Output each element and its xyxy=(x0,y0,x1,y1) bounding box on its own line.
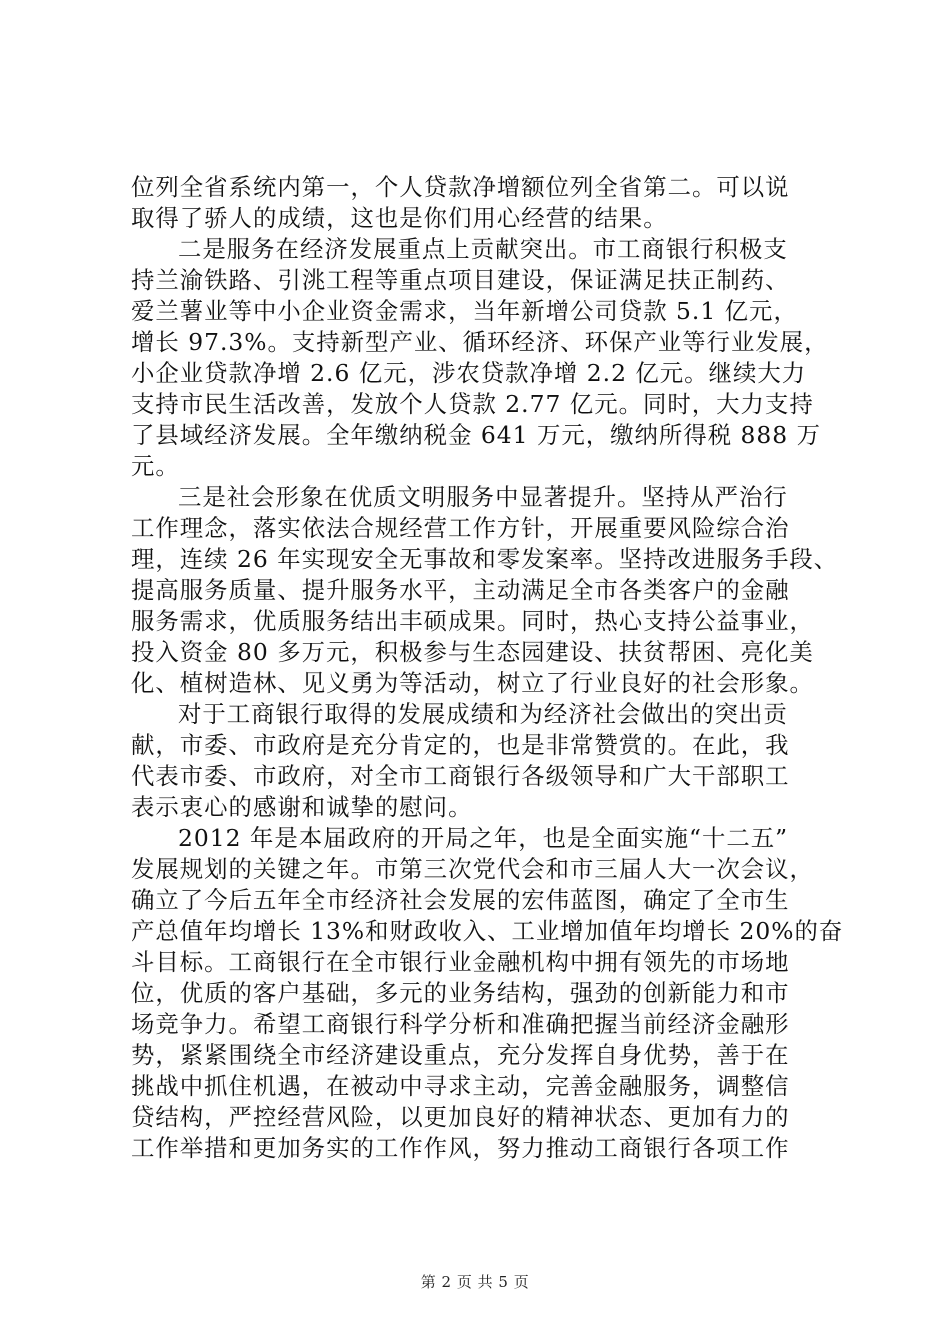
text-line: 元。 xyxy=(131,452,180,480)
page-number-footer: 第 2 页 共 5 页 xyxy=(420,1273,530,1291)
text-line: 献，市委、市政府是充分肯定的，也是非常赞赏的。在此，我 xyxy=(131,731,790,759)
text-line: 场竞争力。希望工商银行科学分析和准确把握当前经济金融形 xyxy=(131,1010,790,1038)
text-line: 提高服务质量、提升服务水平，主动满足全市各类客户的金融 xyxy=(131,576,790,604)
text-line: 产总值年均增长 13%和财政收入、工业增加值年均增长 20%的奋 xyxy=(131,917,844,945)
text-line: 爱兰薯业等中小企业资金需求，当年新增公司贷款 5.1 亿元， xyxy=(131,297,798,325)
text-line: 工作理念，落实依法合规经营工作方针，开展重要风险综合治 xyxy=(131,514,790,542)
paragraph-3 xyxy=(131,482,839,699)
text-line: 发展规划的关键之年。市第三次党代会和市三届人大一次会议， xyxy=(131,855,814,883)
text-line: 理，连续 26 年实现安全无事故和零发案率。坚持改进服务手段、 xyxy=(131,545,839,573)
text-line: 贷结构，严控经营风险，以更加良好的精神状态、更加有力的 xyxy=(131,1103,790,1131)
text-line: 二是服务在经济发展重点上贡献突出。市工商银行积极支 xyxy=(178,235,788,263)
text-line: 势，紧紧围绕全市经济建设重点，充分发挥自身优势，善于在 xyxy=(131,1041,790,1069)
text-line: 支持市民生活改善，发放个人贷款 2.77 亿元。同时，大力支持 xyxy=(131,390,814,418)
text-line: 表示衷心的感谢和诚挚的慰问。 xyxy=(131,793,473,821)
document-body xyxy=(131,172,844,1164)
text-line: 代表市委、市政府，对全市工商银行各级领导和广大干部职工 xyxy=(131,762,790,790)
text-line: 小企业贷款净增 2.6 亿元，涉农贷款净增 2.2 亿元。继续大力 xyxy=(131,359,807,387)
text-line: 服务需求，优质服务结出丰硕成果。同时，热心支持公益事业， xyxy=(131,607,814,635)
text-line: 工作举措和更加务实的工作作风，努力推动工商银行各项工作 xyxy=(131,1134,790,1162)
text-line: 位列全省系统内第一，个人贷款净增额位列全省第二。可以说 xyxy=(131,173,790,201)
text-line: 取得了骄人的成绩，这也是你们用心经营的结果。 xyxy=(131,204,668,232)
text-line: 位，优质的客户基础，多元的业务结构，强劲的创新能力和市 xyxy=(131,979,790,1007)
text-line: 投入资金 80 多万元，积极参与生态园建设、扶贫帮困、亮化美 xyxy=(131,638,814,666)
text-line: 化、植树造林、见义勇为等活动，树立了行业良好的社会形象。 xyxy=(131,669,814,697)
text-line: 持兰渝铁路、引洮工程等重点项目建设，保证满足扶正制药、 xyxy=(131,266,790,294)
text-line: 挑战中抓住机遇，在被动中寻求主动，完善金融服务，调整信 xyxy=(131,1072,790,1100)
text-line: 2012 年是本届政府的开局之年，也是全面实施“十二五” xyxy=(178,824,789,852)
text-line: 斗目标。工商银行在全市银行业金融机构中拥有领先的市场地 xyxy=(131,948,790,976)
text-line: 三是社会形象在优质文明服务中显著提升。坚持从严治行 xyxy=(178,483,788,511)
paragraph-1 xyxy=(131,172,836,234)
paragraph-4 xyxy=(131,699,836,823)
text-line: 增长 97.3%。支持新型产业、循环经济、环保产业等行业发展， xyxy=(131,328,829,356)
paragraph-2 xyxy=(131,234,836,482)
text-line: 了县域经济发展。全年缴纳税金 641 万元，缴纳所得税 888 万 xyxy=(131,421,822,449)
paragraph-5 xyxy=(131,823,844,1164)
text-line: 对于工商银行取得的发展成绩和为经济社会做出的突出贡 xyxy=(178,700,788,728)
text-line: 确立了今后五年全市经济社会发展的宏伟蓝图，确定了全市生 xyxy=(131,886,790,914)
